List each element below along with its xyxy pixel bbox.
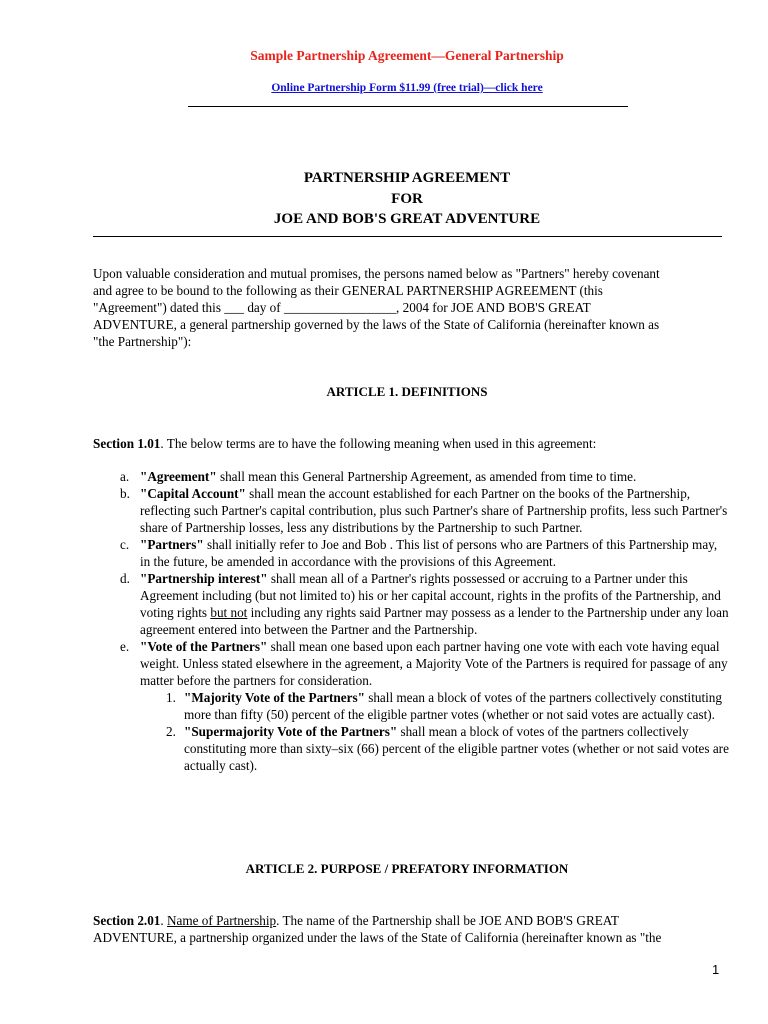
document-title-line-2: FOR: [391, 191, 423, 207]
defined-term: "Supermajority Vote of the Partners": [184, 724, 398, 739]
list-item: [120, 485, 730, 536]
definition-text: including any rights said Partner may possess as a lender to the Partnership under any loan agreement entered into between the Partner and the Partnership.: [140, 605, 729, 637]
document-title-line-3: JOE AND BOB'S GREAT ADVENTURE: [273, 211, 541, 227]
list-marker: e.: [120, 639, 130, 654]
definition-text: shall mean this General Partnership Agreement, as amended from time to time.: [216, 469, 637, 484]
punctuation: .: [160, 913, 167, 928]
list-marker: 1.: [166, 690, 176, 705]
section-title: Name of Partnership: [167, 913, 277, 928]
list-marker: b.: [120, 486, 130, 501]
page-number: 1: [712, 962, 720, 977]
promo-title: Sample Partnership Agreement––General Partnership: [250, 48, 564, 63]
list-item: [120, 638, 730, 689]
title-divider: [93, 236, 722, 237]
defined-term: "Capital Account": [140, 486, 246, 501]
intro-line: Upon valuable consideration and mutual promises, the persons named below as "Partners" hereby covenant: [93, 266, 660, 281]
defined-term: "Vote of the Partners": [140, 639, 268, 654]
article-2-heading: ARTICLE 2. PURPOSE / PREFATORY INFORMATION: [245, 861, 569, 876]
underlined-text: but not: [210, 605, 248, 620]
list-marker: 2.: [166, 724, 176, 739]
promo-link[interactable]: Online Partnership Form $11.99 (free trial)––click here: [271, 82, 543, 94]
intro-line: "the Partnership"):: [93, 334, 192, 349]
definition-text: shall mean a block of votes of the partners collectively constituting more than fifty (50) percent of the eligible partner votes (whether or not said votes are actually cast).: [184, 690, 722, 722]
definition-text: shall initially refer to Joe and Bob . This list of persons who are Partners of this Partnership may, in the future, be amended in accordance with the provisions of this Agreement.: [140, 537, 718, 569]
intro-paragraph: [93, 265, 733, 350]
sub-list-item: [120, 689, 730, 723]
defined-term: "Partners": [140, 537, 204, 552]
intro-line: and agree to be bound to the following as their GENERAL PARTNERSHIP AGREEMENT (this: [93, 283, 603, 298]
section-line: ADVENTURE, a partnership organized under the laws of the State of California (hereinafter known as "the: [93, 930, 662, 945]
article-1-heading: ARTICLE 1. DEFINITIONS: [326, 384, 488, 399]
defined-term: "Partnership interest": [140, 571, 268, 586]
section-line: [93, 912, 733, 929]
defined-term: "Agreement": [140, 469, 217, 484]
section-1-01: [93, 435, 733, 452]
intro-line: ADVENTURE, a general partnership governed by the laws of the State of California (hereinafter known as: [93, 317, 660, 332]
section-text: . The below terms are to have the following meaning when used in this agreement:: [160, 436, 597, 451]
definition-text: shall mean one based upon each partner having one vote with each vote having equal weight. Unless stated elsewhere in the agreement, a Majority Vote of the Partners is required for passage of any matter before the partners for consideration.: [140, 639, 728, 688]
list-item: [120, 570, 730, 638]
definition-text: shall mean a block of votes of the partners collectively constituting more than sixty–six (66) percent of the eligible partner votes (whether or not said votes are actually cast).: [184, 724, 729, 773]
document-title-line-1: PARTNERSHIP AGREEMENT: [303, 170, 511, 186]
sub-list-item: [120, 723, 730, 774]
definition-text: shall mean the account established for each Partner on the books of the Partnership, reflecting such Partner's capital contribution, plus such Partner's share of Partnership profits, less such Partner's share of Partnership losses, less any distributions by the Partnership to such Partner.: [140, 486, 728, 535]
list-item: [120, 468, 730, 485]
definition-text: shall mean all of a Partner's rights possessed or accruing to a Partner under this Agreement including (but not limited to) his or her capital account, rights in the profits of the Partnership, and voting rights: [140, 571, 721, 620]
divider: [188, 106, 628, 107]
section-text: . The name of the Partnership shall be JOE AND BOB'S GREAT: [276, 913, 619, 928]
defined-term: "Majority Vote of the Partners": [184, 690, 365, 705]
list-marker: d.: [120, 571, 130, 586]
list-marker: a.: [120, 469, 130, 484]
section-label: Section 2.01: [93, 913, 161, 928]
section-2-01: [93, 912, 733, 946]
definitions-list: [120, 468, 730, 774]
section-label: Section 1.01: [93, 436, 161, 451]
intro-line: "Agreement") dated this ___ day of _________________, 2004 for JOE AND BOB'S GREAT: [93, 300, 591, 315]
list-item: [120, 536, 730, 570]
list-marker: c.: [120, 537, 130, 552]
